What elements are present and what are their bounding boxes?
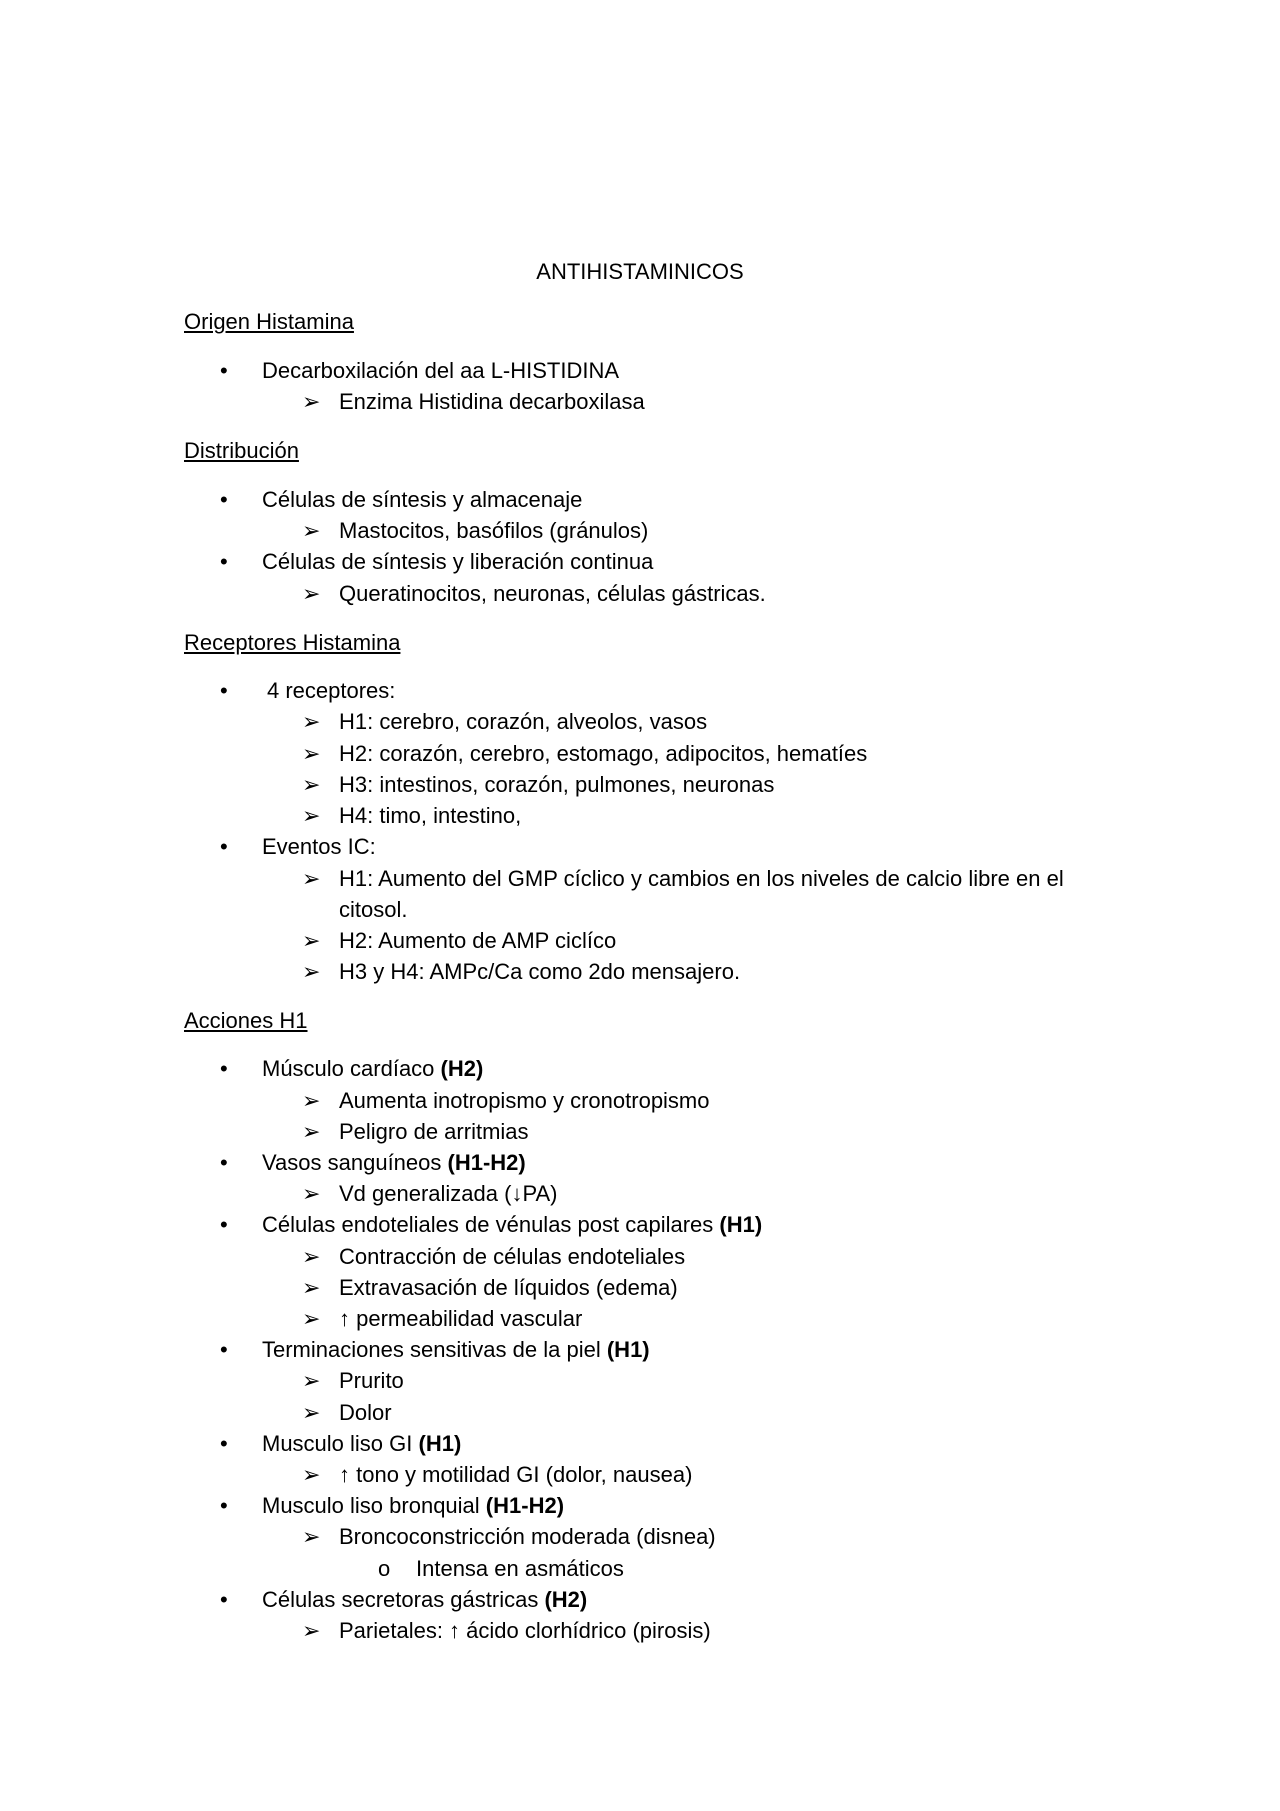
arrow-bullet-icon: ➢ <box>302 1306 321 1331</box>
sub-list-item: Queratinocitos, neuronas, células gástricas. <box>339 581 766 606</box>
heading-acciones: Acciones H1 <box>184 1008 308 1033</box>
receptor-tag: (H1-H2) <box>485 1493 565 1518</box>
list-item <box>262 1055 483 1083</box>
bullet-marker: • <box>220 1493 228 1518</box>
bullet-marker: • <box>220 1587 228 1612</box>
list-item: 4 receptores: <box>267 678 396 703</box>
list-item <box>262 1149 526 1177</box>
arrow-bullet-icon: ➢ <box>302 1618 321 1643</box>
heading-distribucion: Distribución <box>184 438 299 463</box>
bullet-marker: • <box>220 678 228 703</box>
bullet-marker: • <box>220 834 228 859</box>
bullet-marker: • <box>220 1212 228 1237</box>
receptor-tag: (H1) <box>606 1337 650 1362</box>
sub-list-item: Mastocitos, basófilos (gránulos) <box>339 518 649 543</box>
arrow-bullet-icon: ➢ <box>302 709 321 734</box>
sub-list-item: Enzima Histidina decarboxilasa <box>339 389 645 414</box>
arrow-bullet-icon: ➢ <box>302 1462 321 1487</box>
sub-list-item: Aumenta inotropismo y cronotropismo <box>339 1088 710 1113</box>
document-title: ANTIHISTAMINICOS <box>536 259 744 284</box>
list-item <box>262 1336 650 1364</box>
sub-list-item: Extravasación de líquidos (edema) <box>339 1275 678 1300</box>
sub-list-item: H1: cerebro, corazón, alveolos, vasos <box>339 709 708 734</box>
sub-list-item: Prurito <box>339 1368 404 1393</box>
arrow-bullet-icon: ➢ <box>302 1244 321 1269</box>
arrow-bullet-icon: ➢ <box>302 1400 321 1425</box>
list-item-text: Músculo cardíaco <box>262 1056 435 1081</box>
sub-list-item-continuation: citosol. <box>339 897 408 922</box>
arrow-bullet-icon: ➢ <box>302 389 321 414</box>
sub-list-item: H2: corazón, cerebro, estomago, adipocitos, hematíes <box>339 741 868 766</box>
sub-list-item: Broncoconstricción moderada (disnea) <box>339 1524 716 1549</box>
sub-list-item: H3: intestinos, corazón, pulmones, neuronas <box>339 772 775 797</box>
receptor-tag: (H2) <box>440 1056 484 1081</box>
arrow-bullet-icon: ➢ <box>302 803 321 828</box>
arrow-bullet-icon: ➢ <box>302 959 321 984</box>
sub-list-item: Vd generalizada (↓PA) <box>339 1181 558 1206</box>
arrow-bullet-icon: ➢ <box>302 772 321 797</box>
sub-list-item: ↑ tono y motilidad GI (dolor, nausea) <box>339 1462 693 1487</box>
list-item: Decarboxilación del aa L-HISTIDINA <box>262 358 620 383</box>
bullet-marker: • <box>220 1431 228 1456</box>
arrow-bullet-icon: ➢ <box>302 1368 321 1393</box>
sub-list-item: H4: timo, intestino, <box>339 803 522 828</box>
arrow-bullet-icon: ➢ <box>302 518 321 543</box>
sub-list-item: H3 y H4: AMPc/Ca como 2do mensajero. <box>339 959 741 984</box>
list-item-text: Vasos sanguíneos <box>262 1150 442 1175</box>
list-item-text: Células endoteliales de vénulas post capilares <box>262 1212 714 1237</box>
sub-sub-list-item: Intensa en asmáticos <box>416 1556 624 1581</box>
arrow-bullet-icon: ➢ <box>302 741 321 766</box>
receptor-tag: (H1-H2) <box>447 1150 526 1175</box>
sub-list-item: Parietales: ↑ ácido clorhídrico (pirosis) <box>339 1618 711 1643</box>
list-item: Células de síntesis y liberación continua <box>262 549 654 574</box>
receptor-tag: (H1) <box>719 1212 763 1237</box>
bullet-marker: • <box>220 1150 228 1175</box>
list-item <box>262 1586 587 1614</box>
arrow-bullet-icon: ➢ <box>302 581 321 606</box>
list-item-text: Musculo liso GI <box>262 1431 413 1456</box>
sub-list-item: Contracción de células endoteliales <box>339 1244 686 1269</box>
receptor-tag: (H1) <box>418 1431 462 1456</box>
bullet-marker: • <box>220 549 228 574</box>
arrow-bullet-icon: ➢ <box>302 928 321 953</box>
bullet-marker: • <box>220 1056 228 1081</box>
arrow-bullet-icon: ➢ <box>302 1088 321 1113</box>
list-item: Eventos IC: <box>262 834 376 859</box>
receptor-tag: (H2) <box>544 1587 588 1612</box>
list-item: Células de síntesis y almacenaje <box>262 487 583 512</box>
list-item <box>262 1211 762 1239</box>
list-item-text: Musculo liso bronquial <box>262 1493 480 1518</box>
bullet-marker: • <box>220 487 228 512</box>
arrow-bullet-icon: ➢ <box>302 1181 321 1206</box>
arrow-bullet-icon: ➢ <box>302 866 321 891</box>
bullet-marker: • <box>220 1337 228 1362</box>
sub-list-item: Peligro de arritmias <box>339 1119 529 1144</box>
list-item-text: Células secretoras gástricas <box>262 1587 539 1612</box>
arrow-bullet-icon: ➢ <box>302 1275 321 1300</box>
circle-bullet-marker: o <box>378 1556 391 1581</box>
arrow-bullet-icon: ➢ <box>302 1524 321 1549</box>
sub-list-item: H2: Aumento de AMP ciclíco <box>339 928 617 953</box>
arrow-bullet-icon: ➢ <box>302 1119 321 1144</box>
list-item-text: Terminaciones sensitivas de la piel <box>262 1337 601 1362</box>
sub-list-item: Dolor <box>339 1400 392 1425</box>
heading-origen: Origen Histamina <box>184 309 354 334</box>
sub-list-item: ↑ permeabilidad vascular <box>339 1306 583 1331</box>
sub-list-item: H1: Aumento del GMP cíclico y cambios en los niveles de calcio libre en el <box>339 866 1064 891</box>
list-item <box>262 1492 564 1520</box>
heading-receptores: Receptores Histamina <box>184 630 401 655</box>
list-item <box>262 1430 461 1458</box>
bullet-marker: • <box>220 358 228 383</box>
